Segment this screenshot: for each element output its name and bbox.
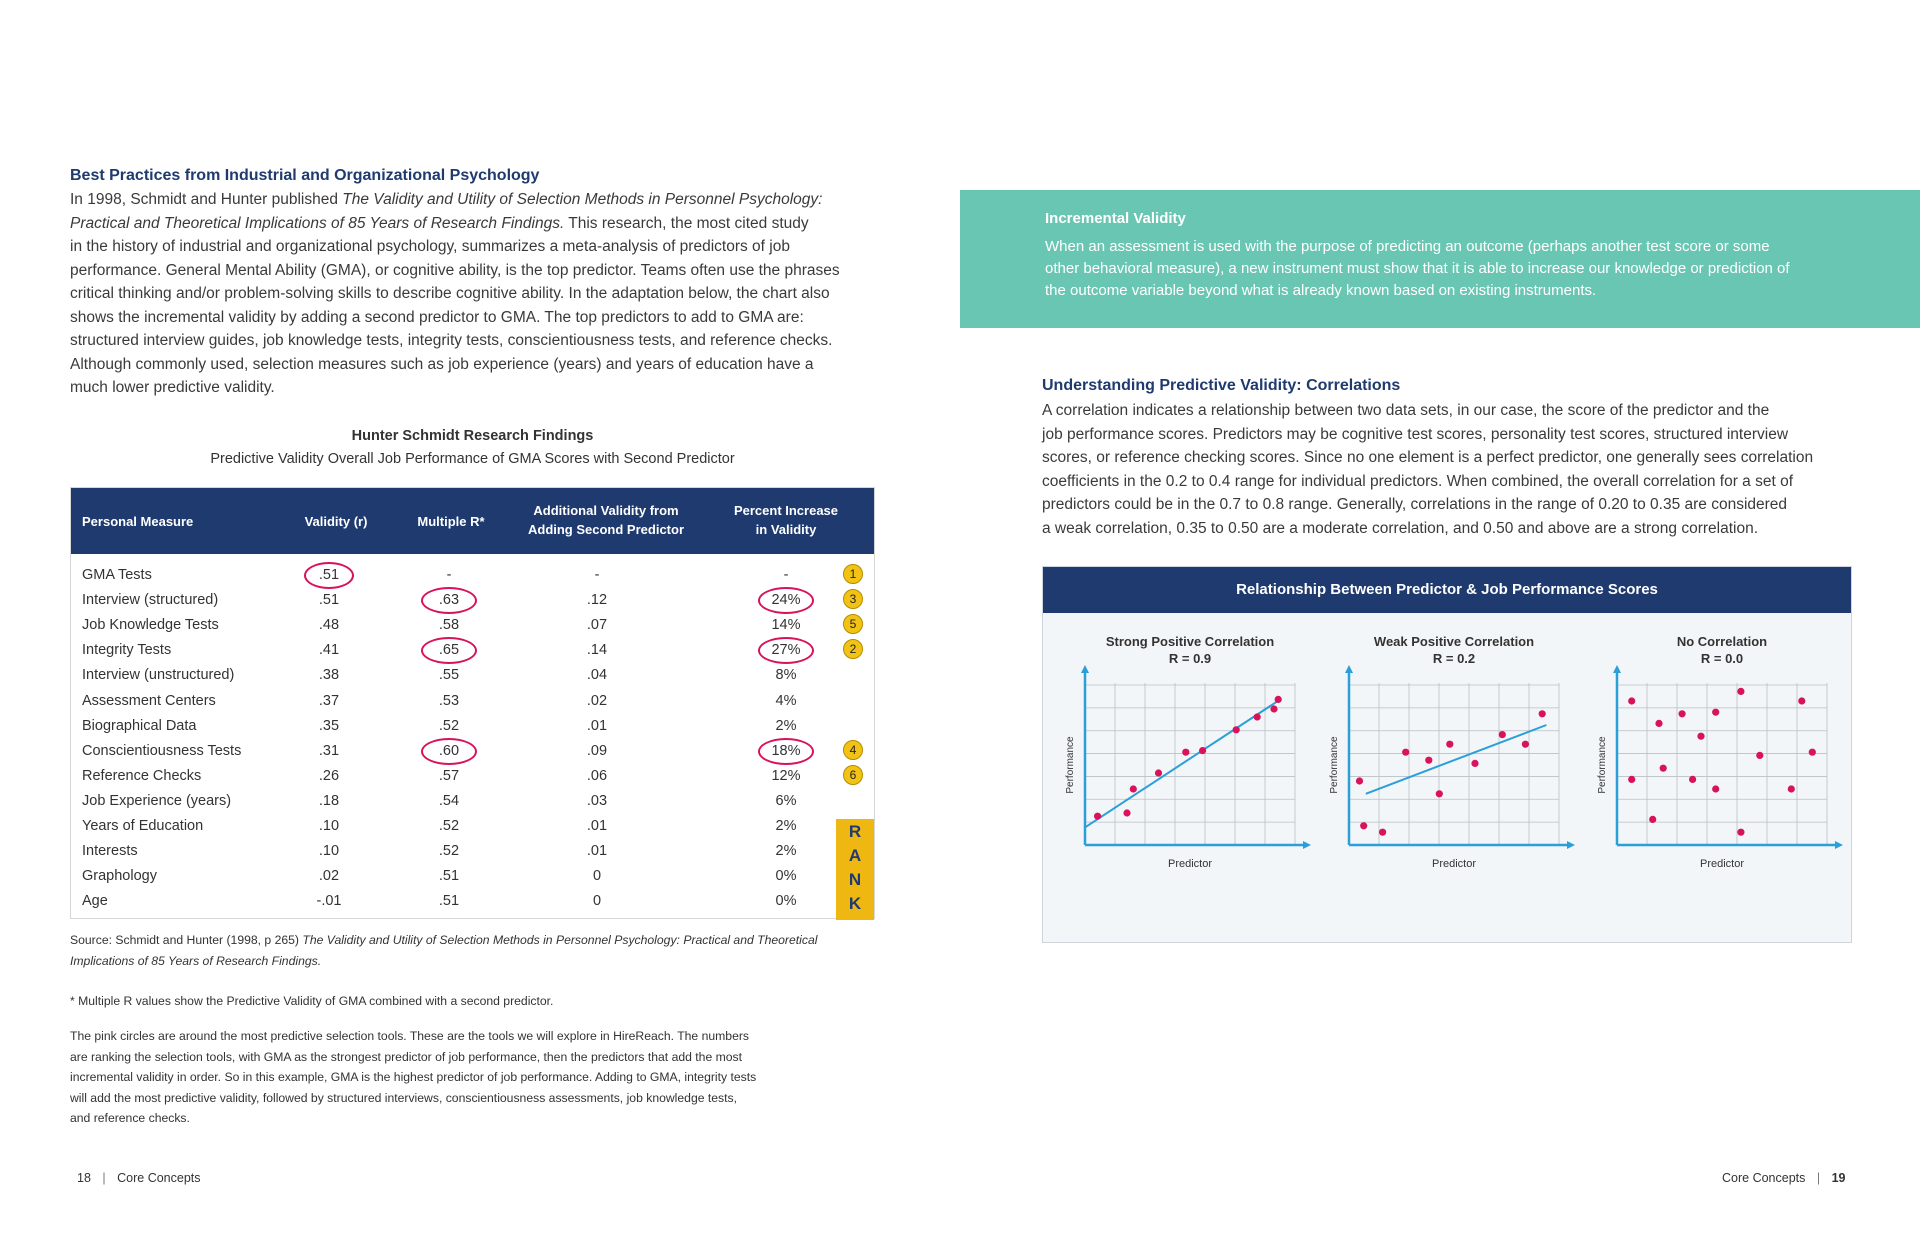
table-row [71,764,874,789]
data-point [1628,697,1635,704]
chart-subtitle: R = 0.2 [1432,651,1476,666]
cell-percent: 8% [775,667,797,684]
cell-multiple-r: - [446,567,452,583]
cell-measure: Job Experience (years) [82,792,232,809]
footer-separator: | [102,1171,106,1185]
section-heading-correlations: Understanding Predictive Validity: Correlations [1042,377,1401,394]
callout-line: other behavioral measure), a new instrument must show that it is able to increase our knowledge or prediction of [1045,260,1790,277]
cell-measure: Graphology [82,868,157,885]
page-number: 18 [77,1171,91,1185]
cell-measure: Age [82,893,108,910]
explanation-paragraph [70,1026,890,1129]
data-point [1379,829,1386,836]
data-point [1756,752,1763,759]
cell-additional: .01 [586,843,608,860]
data-point [1402,749,1409,756]
cell-multiple-r: .53 [438,692,460,709]
data-point [1712,785,1719,792]
chart-title: No Correlation [1676,634,1768,649]
cell-measure: Assessment Centers [82,692,216,709]
cell-percent: 2% [775,843,797,860]
cell-measure: Interview (unstructured) [82,667,235,684]
cell-additional: .09 [586,742,608,759]
cell-additional: .12 [586,592,608,609]
column-header-line: Additional Validity from [533,503,679,518]
cell-additional: .04 [586,667,608,684]
cell-validity: .10 [318,818,340,834]
intro-line-italic: Practical and Theoretical Implications of 85 Years of Research Findings. [70,214,565,232]
cell-validity: .31 [318,742,340,759]
cell-additional: 0 [592,868,602,885]
trend-line [1085,699,1280,827]
chart-panel-header: Relationship Between Predictor & Job Performance Scores [1043,567,1851,613]
cell-percent: 12% [771,767,801,784]
cell-multiple-r: .51 [438,868,460,885]
callout-line: When an assessment is used with the purpose of predicting an outcome (perhaps another test score or some [1045,238,1770,255]
column-header [391,512,511,531]
cell-percent: 0% [775,868,797,885]
cell-percent: 27% [771,642,801,659]
y-axis-label: Performance [1065,736,1076,794]
data-point [1809,749,1816,756]
incremental-validity-callout [960,190,1920,328]
rank-letter: N [848,870,862,889]
footer-label: Core Concepts [117,1171,201,1185]
column-header [701,501,871,539]
footer-separator: | [1816,1171,1821,1185]
footer-label: Core Concepts [1722,1171,1806,1185]
source-prefix: Source: Schmidt and Hunter (1998, p 265) [70,933,303,947]
data-point [1436,790,1443,797]
table-row [71,663,874,688]
cell-measure: Biographical Data [82,717,197,734]
data-point [1356,777,1363,784]
cell-measure: Integrity Tests [82,642,172,659]
cell-percent: 18% [771,742,801,759]
data-point [1155,769,1162,776]
cell-validity: -.01 [316,893,342,910]
data-point [1798,697,1805,704]
body-line: coefficients in the 0.2 to 0.4 range for individual predictors. When combined, the overall correlation for a set of [1042,472,1794,490]
column-header-line: in Validity [755,522,817,537]
cell-measure: Interests [82,843,138,860]
table-title: Hunter Schmidt Research Findings [351,428,594,444]
intro-line [70,329,890,353]
table-row [71,739,874,764]
table-row [71,714,874,739]
x-axis-label: Predictor [1699,858,1745,870]
cell-measure: Years of Education [82,818,204,834]
cell-measure: Job Knowledge Tests [82,617,219,634]
intro-line-pre: performance. General Mental Ability (GMA), or cognitive ability, is the top predictor. Teams often use the phrases [70,261,840,279]
table-header [71,488,874,554]
data-point [1712,709,1719,716]
x-axis-label: Predictor [1167,858,1213,870]
y-axis-arrow-icon [1345,665,1353,673]
data-point [1094,813,1101,820]
intro-line-pre: critical thinking and/or problem-solving skills to describe cognitive ability. In the adaptation below, the chart also [70,285,830,302]
x-axis-arrow-icon [1303,841,1311,849]
correlation-charts-panel [1042,566,1852,943]
data-point [1199,747,1206,754]
cell-validity: .02 [318,868,340,885]
data-point [1233,726,1240,733]
rank-letter: A [848,846,862,865]
data-point [1649,816,1656,823]
cell-additional: - [594,567,600,583]
cell-multiple-r: .52 [438,843,460,860]
trend-line [1366,725,1547,794]
column-header-line: Multiple R* [417,514,485,529]
rank-badge: 1 [843,564,863,584]
intro-line-pre: much lower predictive validity. [70,379,275,396]
column-header [276,512,396,531]
cell-additional: .01 [586,818,608,834]
intro-line [70,353,890,377]
cell-additional: 0 [592,893,602,910]
multiple-r-footnote: * Multiple R values show the Predictive Validity of GMA combined with a second predictor. [70,994,554,1008]
cell-percent: - [783,567,789,583]
footer-left [77,1171,201,1185]
rank-badge: 2 [843,639,863,659]
table-row [71,613,874,638]
explanation-line: The pink circles are around the most predictive selection tools. These are the tools we will explore in HireReach. The numbers [70,1029,749,1043]
explanation-line: incremental validity in order. So in this example, GMA is the highest predictor of job performance. Adding to GMA, integrity tests [70,1070,757,1084]
table-row [71,563,874,588]
rank-badge: 3 [843,589,863,609]
intro-line-post: This research, the most cited study [564,214,809,232]
scatter-charts-svg [1043,613,1851,942]
cell-multiple-r: .65 [438,642,460,659]
chart-title: Strong Positive Correlation [1105,634,1275,649]
cell-percent: 14% [771,617,801,634]
cell-measure: Reference Checks [82,767,202,784]
source-title-2: Implications of 85 Years of Research Findings. [70,953,322,968]
body-line: scores, or reference checking scores. Since no one element is a perfect predictor, one generally sees correlation [1042,449,1814,466]
cell-additional: .02 [586,692,608,709]
cell-validity: .18 [318,792,340,809]
cell-percent: 24% [771,592,801,609]
column-header-line: Validity (r) [304,514,368,529]
cell-multiple-r: .63 [438,592,460,609]
x-axis-arrow-icon [1835,841,1843,849]
cell-additional: .01 [586,717,608,734]
source-title-1: The Validity and Utility of Selection Methods in Personnel Psychology: Practical and Theoretical [302,933,818,947]
data-point [1130,785,1137,792]
intro-line-pre: In 1998, Schmidt and Hunter published [70,191,343,208]
data-point [1270,705,1277,712]
chart-subtitle: R = 0.0 [1700,651,1744,666]
data-point [1499,731,1506,738]
correlations-paragraph [1042,399,1872,540]
cell-multiple-r: .57 [438,767,460,784]
chart-subtitle: R = 0.9 [1168,651,1212,666]
data-point [1737,688,1744,695]
cell-multiple-r: .58 [438,617,460,634]
source-citation [70,930,890,971]
cell-multiple-r: .54 [438,792,460,809]
data-point [1737,829,1744,836]
cell-percent: 0% [775,893,797,910]
cell-measure: GMA Tests [82,567,152,583]
highlight-circle [421,738,477,765]
cell-validity: .41 [318,642,340,659]
cell-validity: .51 [318,567,340,583]
cell-percent: 6% [775,792,797,809]
table-row [71,789,874,814]
intro-line-pre: in the history of industrial and organizational psychology, summarizes a meta-analysis of predictors of job [70,238,790,255]
cell-additional: .03 [586,792,608,809]
data-point [1425,757,1432,764]
footer-right [1722,1171,1846,1185]
section-heading-best-practices: Best Practices from Industrial and Organizational Psychology [70,167,540,184]
intro-line [70,259,890,283]
highlight-circle [304,562,354,589]
validity-table [70,487,875,919]
cell-validity: .10 [318,843,340,860]
rank-badge: 4 [843,740,863,760]
intro-line-italic: The Validity and Utility of Selection Methods in Personnel Psychology: [342,191,823,208]
page-number: 19 [1831,1171,1846,1185]
x-axis-label: Predictor [1431,858,1477,870]
cell-additional: .14 [586,642,608,659]
data-point [1689,776,1696,783]
rank-badge: 6 [843,765,863,785]
data-point [1628,776,1635,783]
data-point [1275,696,1282,703]
callout-line: the outcome variable beyond what is already known based on existing instruments. [1045,282,1597,299]
table-row [71,689,874,714]
rank-badge: 5 [843,614,863,634]
data-point [1360,822,1367,829]
cell-percent: 2% [775,818,797,834]
right-page [960,0,1920,1242]
data-point [1697,733,1704,740]
table-subtitle: Predictive Validity Overall Job Performance of GMA Scores with Second Predictor [210,451,735,467]
cell-measure: Interview (structured) [82,592,219,609]
data-point [1539,710,1546,717]
callout-text [1045,236,1885,302]
cell-additional: .06 [586,767,608,784]
table-row [71,889,874,914]
highlight-circle [758,738,814,765]
highlight-circle [758,587,814,614]
body-line: predictors could be in the 0.7 to 0.8 range. Generally, correlations in the range of 0.20 to 0.35 are considered [1042,496,1788,513]
cell-multiple-r: .52 [438,818,460,834]
rank-letter: K [848,894,862,913]
data-point [1655,720,1662,727]
body-line: job performance scores. Predictors may be cognitive test scores, personality test scores, structured interview [1042,425,1789,443]
column-header-line: Personal Measure [82,514,194,529]
data-point [1182,749,1189,756]
rank-label-bar [836,819,874,920]
cell-percent: 4% [775,692,797,709]
cell-validity: .51 [318,592,340,609]
table-row [71,638,874,663]
intro-line [70,235,890,259]
callout-title: Incremental Validity [1045,210,1186,227]
highlight-circle [421,587,477,614]
column-header-line: Percent Increase [733,503,839,518]
x-axis-arrow-icon [1567,841,1575,849]
data-point [1123,809,1130,816]
intro-line-pre: shows the incremental validity by adding a second predictor to GMA. The top predictors to add to GMA are: [70,308,804,326]
cell-measure: Conscientiousness Tests [82,742,242,759]
y-axis-arrow-icon [1613,665,1621,673]
cell-multiple-r: .55 [438,667,460,684]
body-line: a weak correlation, 0.35 to 0.50 are a moderate correlation, and 0.50 and above are a strong correlation. [1042,519,1759,537]
column-header [82,512,242,531]
table-row [71,864,874,889]
cell-validity: .38 [318,667,340,684]
cell-multiple-r: .52 [438,717,460,734]
intro-line [70,188,890,212]
data-point [1446,741,1453,748]
explanation-line: and reference checks. [70,1111,190,1125]
intro-line [70,376,890,400]
cell-validity: .35 [318,717,340,734]
cell-multiple-r: .51 [438,893,460,910]
explanation-line: are ranking the selection tools, with GMA as the strongest predictor of job performance, then the predictors that add the most [70,1049,743,1064]
data-point [1254,713,1261,720]
explanation-line: will add the most predictive validity, followed by structured interviews, conscientiousness assessments, job knowledge tests, [70,1090,738,1105]
y-axis-arrow-icon [1081,665,1089,673]
table-row [71,839,874,864]
cell-validity: .37 [318,692,340,709]
y-axis-label: Performance [1597,736,1608,794]
intro-line [70,212,890,236]
data-point [1788,785,1795,792]
table-row [71,588,874,613]
cell-additional: .07 [586,617,608,634]
body-line: A correlation indicates a relationship between two data sets, in our case, the score of the predictor and the [1042,402,1770,419]
data-point [1660,765,1667,772]
intro-line-pre: Although commonly used, selection measures such as job experience (years) and years of education have a [70,355,814,373]
y-axis-label: Performance [1329,736,1340,794]
intro-line [70,282,890,306]
intro-paragraph [70,188,890,400]
cell-multiple-r: .60 [438,742,460,759]
intro-line-pre: structured interview guides, job knowledge tests, integrity tests, conscientiousness tests, and reference checks. [70,332,833,349]
data-point [1679,710,1686,717]
data-point [1522,741,1529,748]
intro-line [70,306,890,330]
data-point [1471,760,1478,767]
column-header-line: Adding Second Predictor [527,522,684,537]
table-row [71,814,874,839]
rank-letter: R [848,822,862,841]
column-header [511,501,701,539]
cell-validity: .26 [318,767,340,784]
cell-validity: .48 [318,617,340,634]
cell-percent: 2% [775,717,797,734]
chart-title: Weak Positive Correlation [1373,634,1535,649]
